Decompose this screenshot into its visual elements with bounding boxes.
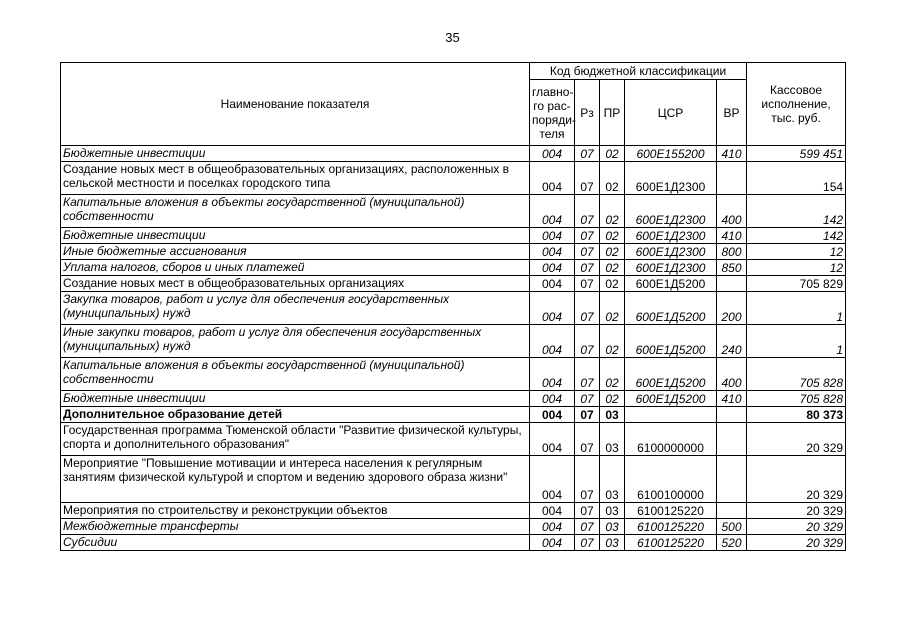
row-pr-code: 02 — [600, 276, 625, 292]
row-name: Капитальные вложения в объекты государственной (муниципальной) собственности — [61, 195, 530, 228]
row-rz-code: 07 — [575, 260, 600, 276]
row-name: Мероприятие "Повышение мотивации и интереса населения к регулярным занятиям физической культурой и спортом и ведению здорового образа жизни" — [61, 456, 530, 503]
row-amount: 80 373 — [747, 407, 846, 423]
row-name: Субсидии — [61, 535, 530, 551]
row-manager-code: 004 — [530, 407, 575, 423]
row-manager-code: 004 — [530, 146, 575, 162]
row-csr-code: 600Е1Д5200 — [625, 358, 717, 391]
row-pr-code: 02 — [600, 162, 625, 195]
row-vr-code: 410 — [717, 391, 747, 407]
row-name: Бюджетные инвестиции — [61, 391, 530, 407]
row-pr-code: 02 — [600, 228, 625, 244]
header-vr: ВР — [717, 80, 747, 146]
row-pr-code: 03 — [600, 503, 625, 519]
row-manager-code: 004 — [530, 292, 575, 325]
row-manager-code: 004 — [530, 456, 575, 503]
table-row — [61, 292, 846, 325]
row-rz-code: 07 — [575, 358, 600, 391]
row-name: Создание новых мест в общеобразовательных организациях, расположенных в сельской местности и поселках городского типа — [61, 162, 530, 195]
row-manager-code: 004 — [530, 276, 575, 292]
row-amount: 705 828 — [747, 358, 846, 391]
row-pr-code: 02 — [600, 391, 625, 407]
row-vr-code: 800 — [717, 244, 747, 260]
row-pr-code: 03 — [600, 423, 625, 456]
budget-execution-table — [60, 62, 846, 551]
row-amount: 1 — [747, 292, 846, 325]
row-amount: 12 — [747, 244, 846, 260]
row-name: Создание новых мест в общеобразовательных организациях — [61, 276, 530, 292]
row-name: Межбюджетные трансферты — [61, 519, 530, 535]
row-csr-code: 600Е1Д2300 — [625, 228, 717, 244]
row-csr-code — [625, 407, 717, 423]
row-pr-code: 02 — [600, 292, 625, 325]
row-csr-code: 6100125220 — [625, 503, 717, 519]
row-manager-code: 004 — [530, 503, 575, 519]
row-name: Мероприятия по строительству и реконструкции объектов — [61, 503, 530, 519]
row-manager-code: 004 — [530, 228, 575, 244]
row-pr-code: 03 — [600, 407, 625, 423]
row-pr-code: 02 — [600, 260, 625, 276]
row-csr-code: 600Е1Д2300 — [625, 162, 717, 195]
row-name: Иные бюджетные ассигнования — [61, 244, 530, 260]
row-csr-code: 6100000000 — [625, 423, 717, 456]
row-amount: 20 329 — [747, 519, 846, 535]
header-pr: ПР — [600, 80, 625, 146]
page-number: 35 — [445, 30, 460, 45]
row-vr-code: 850 — [717, 260, 747, 276]
table-row — [61, 423, 846, 456]
row-csr-code: 600Е1Д2300 — [625, 195, 717, 228]
row-amount: 154 — [747, 162, 846, 195]
table-body — [61, 146, 846, 551]
row-vr-code: 410 — [717, 228, 747, 244]
row-amount: 142 — [747, 228, 846, 244]
table-row — [61, 519, 846, 535]
table-row — [61, 391, 846, 407]
row-manager-code: 004 — [530, 391, 575, 407]
row-rz-code: 07 — [575, 228, 600, 244]
row-pr-code: 02 — [600, 146, 625, 162]
row-vr-code: 500 — [717, 519, 747, 535]
row-vr-code — [717, 276, 747, 292]
row-rz-code: 07 — [575, 519, 600, 535]
row-vr-code: 200 — [717, 292, 747, 325]
row-csr-code: 600Е1Д5200 — [625, 391, 717, 407]
row-manager-code: 004 — [530, 519, 575, 535]
row-csr-code: 600Е1Д5200 — [625, 276, 717, 292]
row-pr-code: 02 — [600, 244, 625, 260]
row-rz-code: 07 — [575, 244, 600, 260]
row-csr-code: 6100125220 — [625, 519, 717, 535]
row-rz-code: 07 — [575, 535, 600, 551]
row-pr-code: 02 — [600, 195, 625, 228]
row-vr-code — [717, 456, 747, 503]
row-vr-code — [717, 162, 747, 195]
row-amount: 599 451 — [747, 146, 846, 162]
row-csr-code: 600Е155200 — [625, 146, 717, 162]
row-manager-code: 004 — [530, 260, 575, 276]
table-row — [61, 195, 846, 228]
row-pr-code: 03 — [600, 519, 625, 535]
row-name: Государственная программа Тюменской области "Развитие физической культуры, спорта и дополнительного образования" — [61, 423, 530, 456]
row-name: Бюджетные инвестиции — [61, 146, 530, 162]
row-manager-code: 004 — [530, 195, 575, 228]
row-vr-code — [717, 407, 747, 423]
row-vr-code: 410 — [717, 146, 747, 162]
row-rz-code: 07 — [575, 503, 600, 519]
row-vr-code: 400 — [717, 195, 747, 228]
table-row — [61, 358, 846, 391]
table-row — [61, 535, 846, 551]
row-vr-code — [717, 423, 747, 456]
row-rz-code: 07 — [575, 325, 600, 358]
row-pr-code: 02 — [600, 358, 625, 391]
row-pr-code: 03 — [600, 456, 625, 503]
table-row — [61, 228, 846, 244]
row-rz-code: 07 — [575, 292, 600, 325]
row-amount: 705 829 — [747, 276, 846, 292]
row-amount: 20 329 — [747, 456, 846, 503]
table-row — [61, 244, 846, 260]
row-name: Иные закупки товаров, работ и услуг для обеспечения государственных (муниципальных) нужд — [61, 325, 530, 358]
row-rz-code: 07 — [575, 423, 600, 456]
row-vr-code: 240 — [717, 325, 747, 358]
row-csr-code: 600Е1Д5200 — [625, 292, 717, 325]
table-row — [61, 260, 846, 276]
row-pr-code: 02 — [600, 325, 625, 358]
row-amount: 142 — [747, 195, 846, 228]
table-row — [61, 146, 846, 162]
row-amount: 705 828 — [747, 391, 846, 407]
row-manager-code: 004 — [530, 325, 575, 358]
row-manager-code: 004 — [530, 244, 575, 260]
row-name: Дополнительное образование детей — [61, 407, 530, 423]
row-amount: 12 — [747, 260, 846, 276]
row-rz-code: 07 — [575, 146, 600, 162]
header-csr: ЦСР — [625, 80, 717, 146]
row-vr-code — [717, 503, 747, 519]
row-name: Закупка товаров, работ и услуг для обеспечения государственных (муниципальных) нужд — [61, 292, 530, 325]
row-rz-code: 07 — [575, 407, 600, 423]
row-manager-code: 004 — [530, 162, 575, 195]
header-manager: главно-го рас-поряди-теля — [530, 80, 575, 146]
header-rz: Рз — [575, 80, 600, 146]
row-rz-code: 07 — [575, 391, 600, 407]
table-row — [61, 407, 846, 423]
row-vr-code: 520 — [717, 535, 747, 551]
row-name: Капитальные вложения в объекты государственной (муниципальной) собственности — [61, 358, 530, 391]
header-amount: Кассовое исполнение, тыс. руб. — [747, 63, 846, 146]
row-rz-code: 07 — [575, 276, 600, 292]
row-csr-code: 600Е1Д2300 — [625, 244, 717, 260]
row-csr-code: 6100100000 — [625, 456, 717, 503]
row-csr-code: 6100125220 — [625, 535, 717, 551]
table-row — [61, 276, 846, 292]
row-manager-code: 004 — [530, 535, 575, 551]
table-header — [61, 63, 846, 146]
row-name: Уплата налогов, сборов и иных платежей — [61, 260, 530, 276]
row-manager-code: 004 — [530, 423, 575, 456]
table-row — [61, 503, 846, 519]
row-rz-code: 07 — [575, 456, 600, 503]
row-manager-code: 004 — [530, 358, 575, 391]
row-name: Бюджетные инвестиции — [61, 228, 530, 244]
row-vr-code: 400 — [717, 358, 747, 391]
row-amount: 1 — [747, 325, 846, 358]
row-pr-code: 03 — [600, 535, 625, 551]
table-row — [61, 162, 846, 195]
row-rz-code: 07 — [575, 162, 600, 195]
header-code-group: Код бюджетной классификации — [530, 63, 747, 80]
header-name: Наименование показателя — [61, 63, 530, 146]
row-csr-code: 600Е1Д2300 — [625, 260, 717, 276]
row-amount: 20 329 — [747, 423, 846, 456]
table-row — [61, 325, 846, 358]
row-amount: 20 329 — [747, 535, 846, 551]
table-row — [61, 456, 846, 503]
row-amount: 20 329 — [747, 503, 846, 519]
row-csr-code: 600Е1Д5200 — [625, 325, 717, 358]
row-rz-code: 07 — [575, 195, 600, 228]
